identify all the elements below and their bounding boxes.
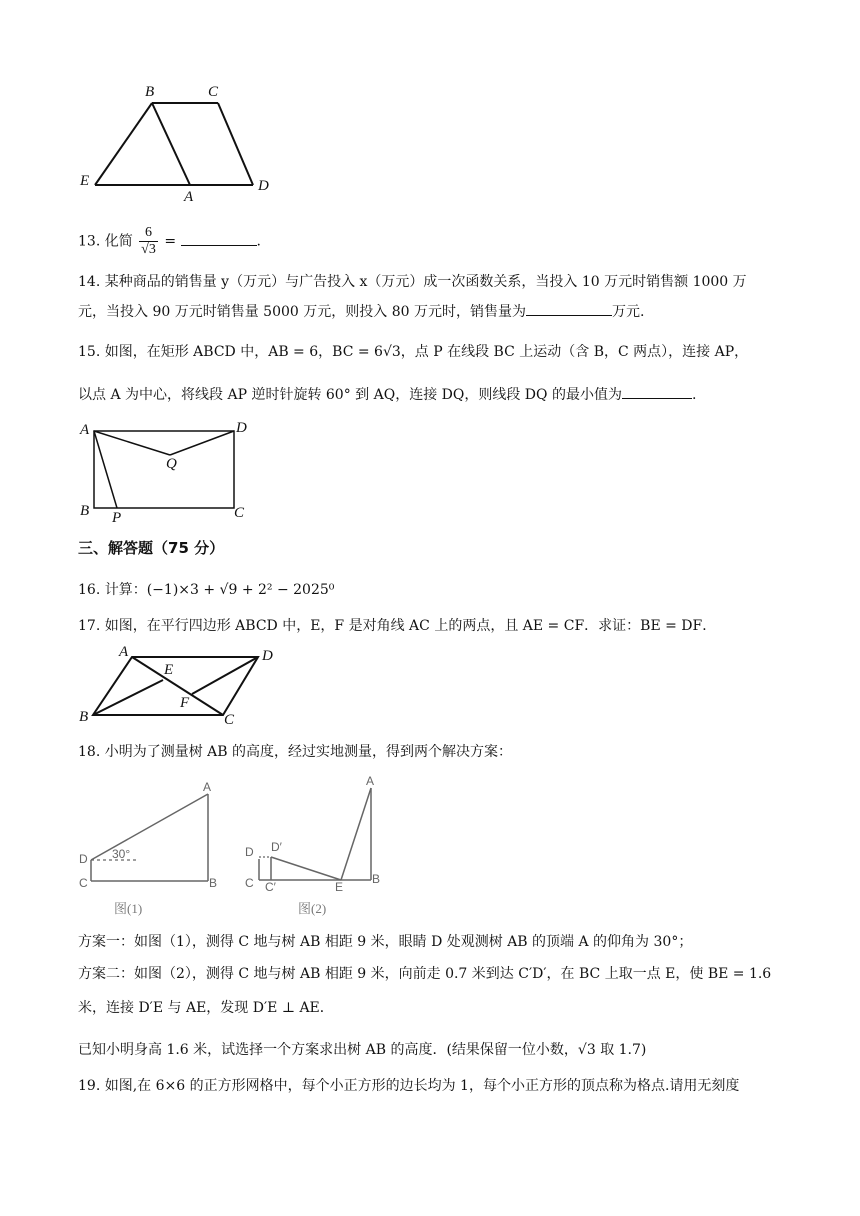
label-F: F <box>180 695 190 711</box>
angle-label: 30° <box>112 847 131 861</box>
label-P: P <box>112 510 122 526</box>
label-E: E <box>80 173 90 189</box>
question-14-line-2: 元，当投入 90 万元时销售量 5000 万元，则投入 80 万元时，销售量为 万元. <box>78 301 644 322</box>
question-17: 17. 如图，在平行四边形 ABCD 中，E，F 是对角线 AC 上的两点，且 AE = CF．求证：BE = DF． <box>78 618 717 634</box>
label-C: C <box>245 876 254 890</box>
label-D-prime: D′ <box>271 840 282 854</box>
question-18-plan-2-line-2: 米，连接 D′E 与 AE，发现 D′E ⊥ AE． <box>78 1000 334 1016</box>
label-A: A <box>119 644 129 660</box>
label-B: B <box>145 84 155 100</box>
question-18-plan-2-line-1: 方案二：如图（2），测得 C 地与树 AB 相距 9 米，向前走 0.7 米到达 C′D′，在 BC 上取一点 E，使 BE = 1.6 <box>78 966 772 982</box>
label-C: C <box>234 505 245 521</box>
label-A: A <box>80 422 90 438</box>
label-C: C <box>208 84 219 100</box>
label-A: A <box>203 780 212 794</box>
label-B: B <box>79 709 89 725</box>
question-18-known: 已知小明身高 1.6 米，试选择一个方案求出树 AB 的高度．(结果保留一位小数，√3 取 1.7) <box>78 1042 647 1058</box>
label-D: D <box>236 420 247 436</box>
question-15-line-1: 15. 如图，在矩形 ABCD 中，AB = 6，BC = 6√3，点 P 在线段 BC 上运动（含 B，C 两点），连接 AP， <box>78 344 749 360</box>
label-C: C <box>224 712 235 728</box>
label-D: D <box>79 852 88 866</box>
label-D: D <box>258 178 269 194</box>
label-C: C <box>79 876 88 890</box>
fraction: $\frac{6}{√3}$ <box>141 225 156 257</box>
label-C-prime: C′ <box>265 880 276 894</box>
question-14-line-1: 14. 某种商品的销售量 y（万元）与广告投入 x（万元）成一次函数关系，当投入 10 万元时销售额 1000 万 <box>78 274 747 290</box>
label-D: D <box>245 845 254 859</box>
label-E: E <box>164 662 174 678</box>
label-Q: Q <box>166 456 177 472</box>
question-18-plan-1: 方案一：如图（1），测得 C 地与树 AB 相距 9 米，眼睛 D 处观测树 AB 的顶端 A 的仰角为 30°； <box>78 934 693 950</box>
question-13: 13. 化简 $\frac{6}{√3}$ = . <box>78 225 261 257</box>
label-A: A <box>366 774 375 788</box>
section-heading: 三、解答题（75 分） <box>78 539 225 557</box>
label-E: E <box>335 880 344 894</box>
question-16: 16. 计算：(−1)×3 + √9 + 2² − 2025⁰ <box>78 582 335 598</box>
question-15-line-2: 以点 A 为中心，将线段 AP 逆时针旋转 60° 到 AQ，连接 DQ，则线段 DQ 的最小值为 . <box>78 384 696 405</box>
label-B: B <box>80 503 90 519</box>
label-A: A <box>184 189 194 205</box>
figure-caption: 图(2) <box>298 901 327 916</box>
label-B: B <box>372 872 381 886</box>
label-D: D <box>262 648 273 664</box>
question-18-intro: 18. 小明为了测量树 AB 的高度，经过实地测量，得到两个解决方案： <box>78 744 513 760</box>
question-19: 19. 如图,在 6×6 的正方形网格中，每个小正方形的边长均为 1，每个小正方形的顶点称为格点.请用无刻度 <box>78 1078 740 1094</box>
figure-caption: 图(1) <box>114 901 143 916</box>
label-B: B <box>209 876 218 890</box>
